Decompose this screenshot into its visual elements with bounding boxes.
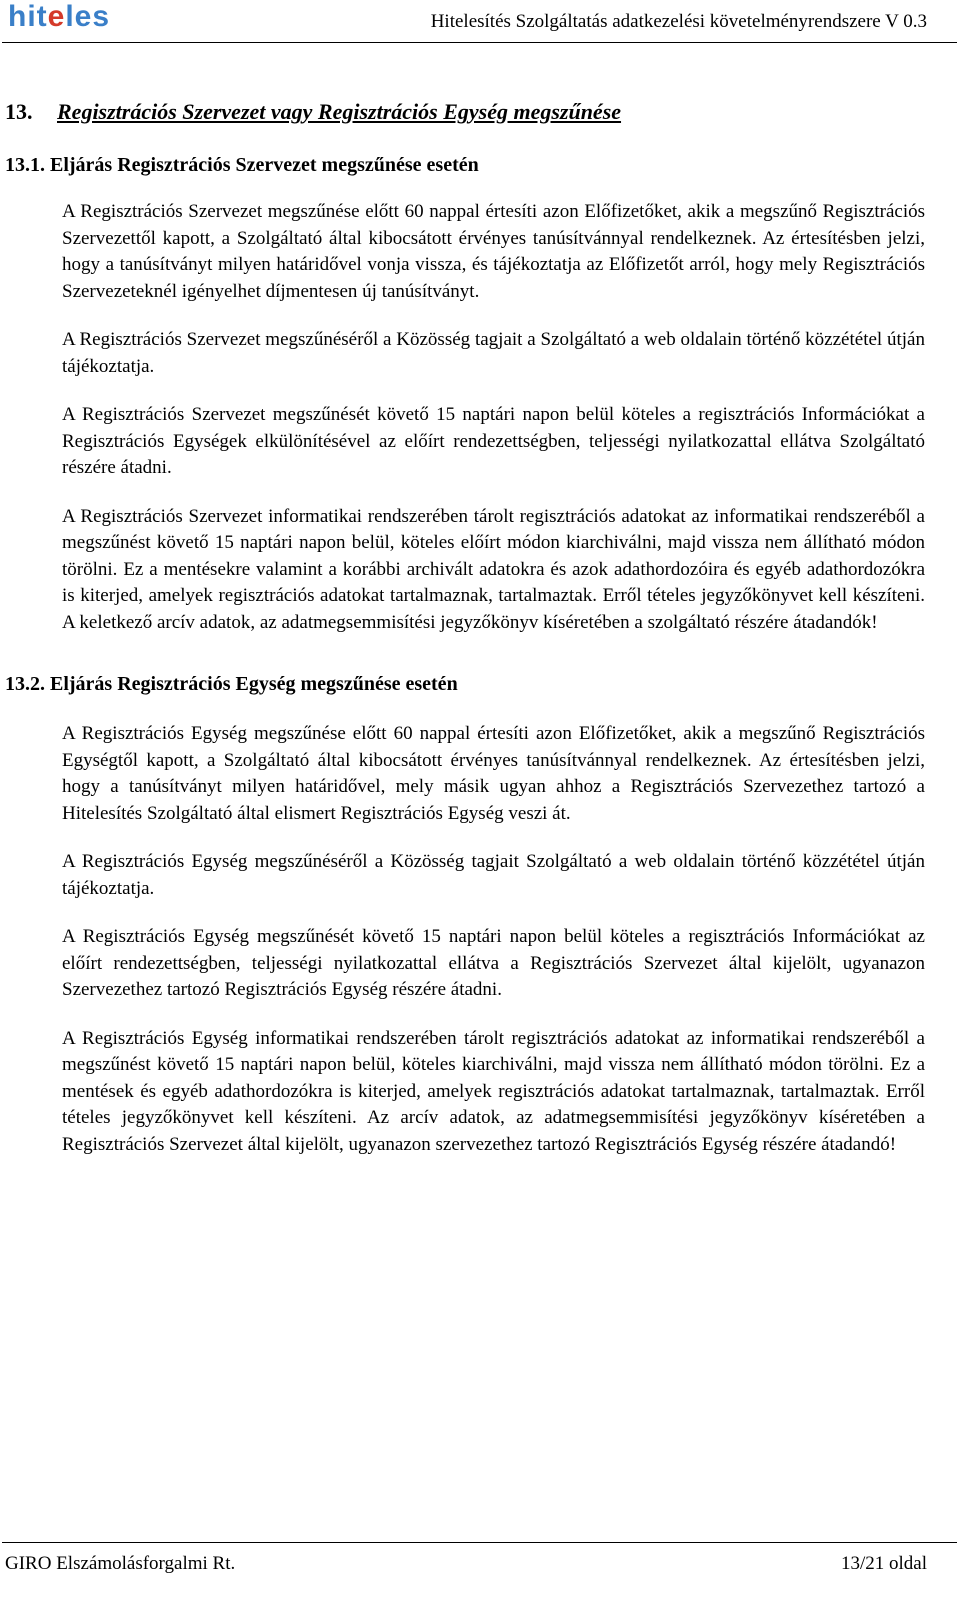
section-title: Regisztrációs Szervezet vagy Regisztrációs Egység megszűnése xyxy=(57,99,622,124)
paragraph: A Regisztrációs Szervezet megszűnése előtt 60 nappal értesíti azon Előfizetőket, akik a megszűnő Regisztrációs Szervezettől kapott, a Szolgáltató által kibocsátott érvényes tanúsítvánnyal rendelkeznek. Az értesítésben jelzi, hogy a tanúsítványt milyen határidővel vonja vissza, és tájékoztatja az Előfizetőt arról, hogy mely Regisztrációs Szervezeteknél igényelhet díjmentesen új tanúsítványt. xyxy=(62,201,925,302)
section-13-1-heading: 13.1. Eljárás Regisztrációs Szervezet megszűnése esetén xyxy=(5,154,479,176)
section-number: 13. xyxy=(5,99,33,124)
page-footer xyxy=(0,1542,960,1621)
document-title: Hitelesítés Szolgáltatás adatkezelési követelményrendszere V 0.3 xyxy=(430,11,927,32)
section-13-2-heading: 13.2. Eljárás Regisztrációs Egység megszűnése esetén xyxy=(5,673,458,695)
page-number: 13/21 oldal xyxy=(840,1553,927,1574)
paragraph: A Regisztrációs Szervezet megszűnéséről a Közösség tagjait a Szolgáltató a web oldalain történő közzététel útján tájékoztatja. xyxy=(62,329,925,377)
document-body xyxy=(5,98,925,1180)
paragraph: A Regisztrációs Szervezet informatikai rendszerében tárolt regisztrációs adatokat az informatikai rendszeréből a megszűnést követő 15 naptári napon belül, köteles előírt módon kiarchiválni, majd vissza nem állítható módon törölni. Ez a mentésekre valamint a korábbi archivált adatokra és azok adathordozóira és egyéb adathordozókra is kiterjed, amelyek regisztrációs adatokat tartalmaznak, tartalmaztak. Erről tételes jegyzőkönyvet kell készíteni. A keletkező arcív adatok, az adatmegsemmisítési jegyzőkönyv kíséretében a szolgáltató részére átadandók! xyxy=(62,505,925,633)
page-header xyxy=(0,0,960,42)
section-13-heading xyxy=(5,98,925,126)
paragraph: A Regisztrációs Egység megszűnését követő 15 naptári napon belül köteles a regisztrációs Információkat az előírt rendezettségben, teljességi nyilatkozattal ellátva a Regisztrációs Szervezet által kijelölt, ugyanazon Szervezethez tartozó Regisztrációs Egység részére átadni. xyxy=(62,926,925,1000)
footer-divider xyxy=(2,1542,957,1543)
paragraph: A Regisztrációs Egység megszűnése előtt 60 nappal értesíti azon Előfizetőket, akik a megszűnő Regisztrációs Egységtől kapott, a Szolgáltató által kibocsátott érvényes tanúsítvánnyal rendelkeznek. Az értesítésben jelzi, hogy a tanúsítványt milyen határidővel, mely másik ugyan ahhoz a Regisztrációs Szervezethez tartozó a Hitelesítés Szolgáltató által elismert Regisztrációs Egység veszi át. xyxy=(62,723,925,824)
header-divider xyxy=(2,42,957,43)
footer-company: GIRO Elszámolásforgalmi Rt. xyxy=(5,1553,236,1574)
paragraph: A Regisztrációs Egység informatikai rendszerében tárolt regisztrációs adatokat az informatikai rendszeréből a megszűnést követő 15 naptári napon belül, köteles kiarchiválni, majd vissza nem állítható módon törölni. Ez a mentések és egyéb adathordozókra is kiterjed, amelyek regisztrációs adatokat tartalmaznak, tartalmaztak. Erről tételes jegyzőkönyvet kell készíteni. Az arcív adatok, az adatmegsemmisítési jegyzőkönyv kíséretében a Regisztrációs Szervezet által kijelölt, ugyanazon szervezethez tartozó Regisztrációs Egység részére átadandó! xyxy=(62,1027,925,1155)
paragraph: A Regisztrációs Szervezet megszűnését követő 15 naptári napon belül köteles a regisztrációs Információkat a Regisztrációs Egységek elkülönítésével az előírt rendezettségben, teljességi nyilatkozattal ellátva Szolgáltató részére átadni. xyxy=(62,404,925,478)
hiteles-logo: hiteles xyxy=(8,0,111,33)
paragraph: A Regisztrációs Egység megszűnéséről a Közösség tagjait Szolgáltató a web oldalain történő közzététel útján tájékoztatja. xyxy=(62,851,925,899)
